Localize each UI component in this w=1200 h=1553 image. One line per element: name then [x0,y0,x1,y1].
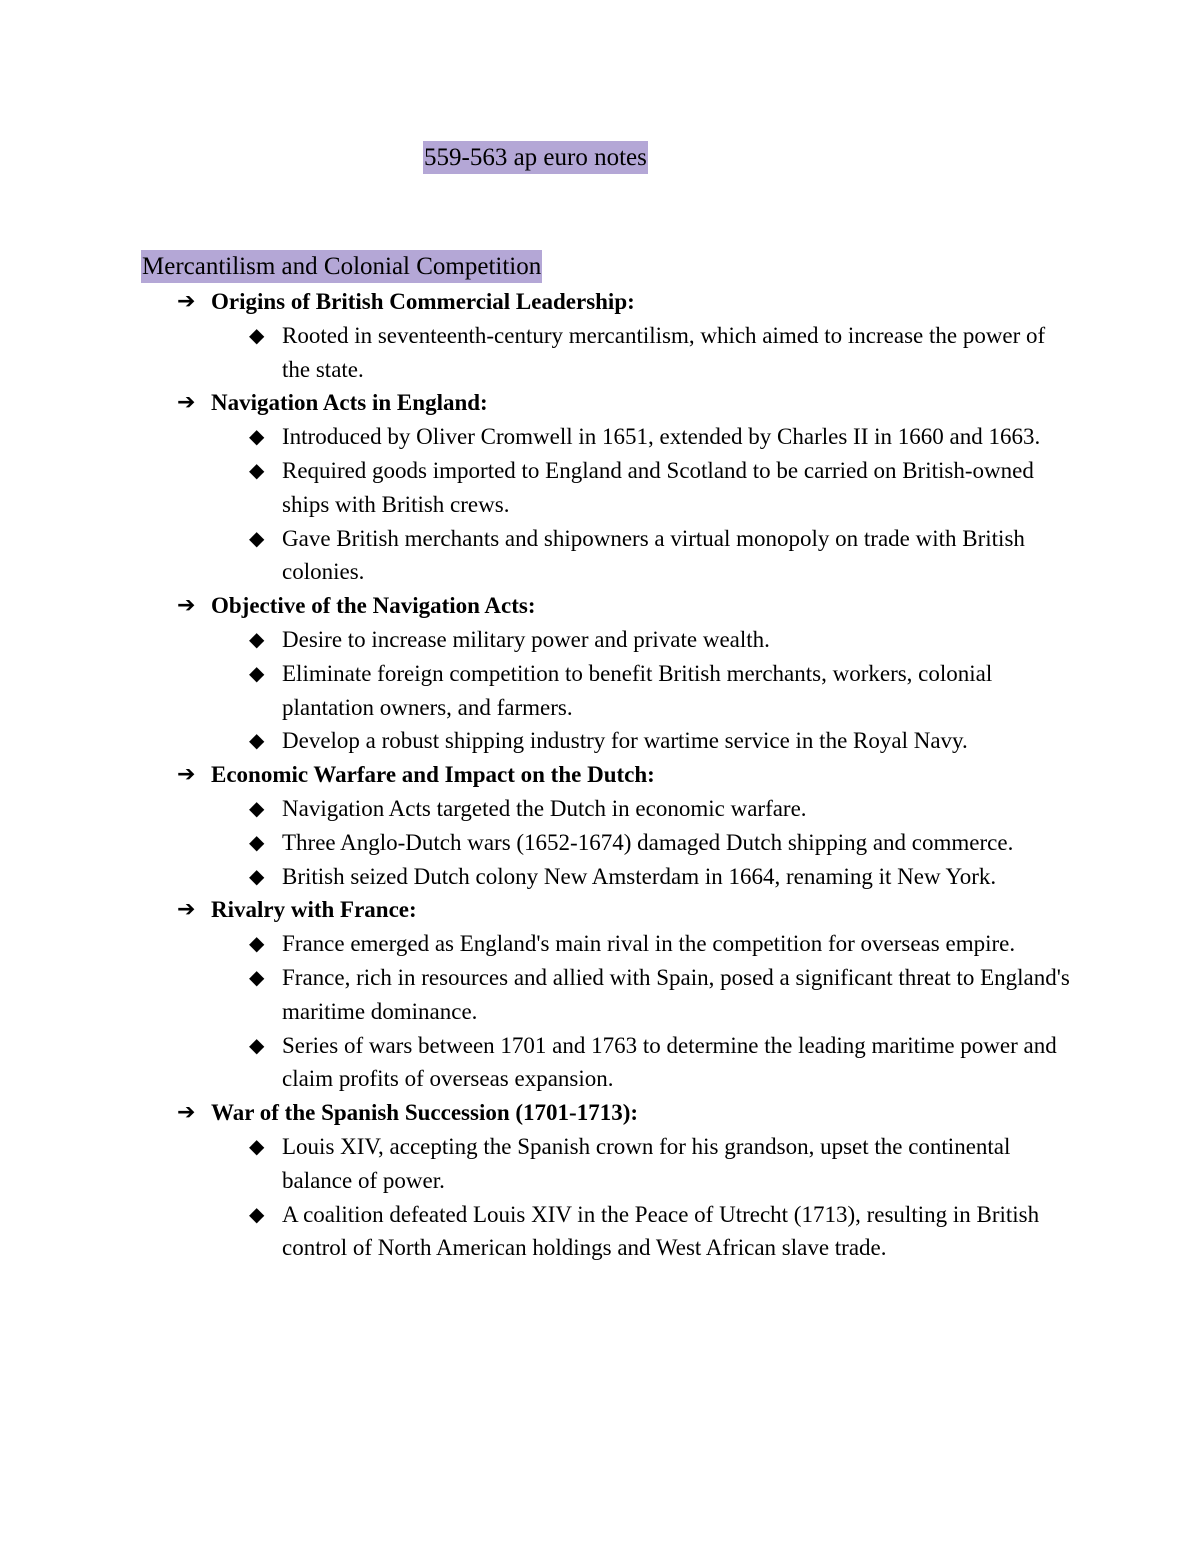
topic-heading: Rivalry with France: [211,897,417,923]
topic-item [0,758,1200,893]
bullet-point-text: Louis XIV, accepting the Spanish crown for his grandson, upset the continental balance of power. [282,1133,1011,1193]
section-heading: Mercantilism and Colonial Competition [141,250,542,283]
bullet-list [0,792,1200,893]
diamond-bullet-icon: ◆ [249,863,265,888]
diamond-bullet-icon: ◆ [249,626,265,651]
diamond-bullet-icon: ◆ [249,322,265,347]
bullet-point [0,657,1072,725]
bullet-list [0,623,1200,758]
bullet-point [0,1130,1072,1198]
bullet-point-text: Gave British merchants and shipowners a virtual monopoly on trade with British colonies. [282,525,1025,585]
bullet-point [0,1198,1072,1266]
topic-item [0,893,1200,1096]
diamond-bullet-icon: ◆ [249,1133,265,1158]
bullet-point-text: Develop a robust shipping industry for wartime service in the Royal Navy. [282,728,968,754]
bullet-point [0,420,1072,454]
diamond-bullet-icon: ◆ [249,795,265,820]
bullet-list [0,319,1200,387]
bullet-list [0,1130,1200,1265]
notes-outline [0,285,1200,1265]
arrow-right-icon: ➔ [177,390,196,416]
bullet-point-text: Navigation Acts targeted the Dutch in economic warfare. [282,795,807,821]
arrow-right-icon: ➔ [177,897,196,923]
bullet-point [0,961,1072,1029]
topic-item [0,386,1200,589]
bullet-point-text: France, rich in resources and allied with Spain, posed a significant threat to England's maritime dominance. [282,964,1070,1024]
diamond-bullet-icon: ◆ [249,964,265,989]
diamond-bullet-icon: ◆ [249,931,265,956]
arrow-right-icon: ➔ [177,1100,196,1126]
bullet-list [0,420,1200,589]
bullet-point [0,623,1072,657]
bullet-point [0,454,1072,522]
topic-heading-row [0,1096,1200,1130]
bullet-point-text: Introduced by Oliver Cromwell in 1651, extended by Charles II in 1660 and 1663. [282,424,1041,450]
bullet-point [0,1029,1072,1097]
diamond-bullet-icon: ◆ [249,829,265,854]
bullet-point-text: Three Anglo-Dutch wars (1652-1674) damaged Dutch shipping and commerce. [282,829,1014,855]
topic-item [0,1096,1200,1265]
diamond-bullet-icon: ◆ [249,424,265,449]
topic-heading-row [0,589,1200,623]
bullet-point [0,319,1072,387]
topic-heading: Economic Warfare and Impact on the Dutch: [211,762,655,788]
bullet-point-text: Required goods imported to England and Scotland to be carried on British-owned ships with British crews. [282,457,1034,517]
diamond-bullet-icon: ◆ [249,525,265,550]
bullet-point-text: Rooted in seventeenth-century mercantilism, which aimed to increase the power of the state. [282,322,1046,382]
arrow-right-icon: ➔ [177,593,196,619]
bullet-point [0,522,1072,590]
arrow-right-icon: ➔ [177,289,196,314]
topic-heading-row [0,893,1200,927]
bullet-point [0,826,1072,860]
bullet-point-text: Desire to increase military power and private wealth. [282,626,770,652]
bullet-list [0,927,1200,1096]
bullet-point-text: A coalition defeated Louis XIV in the Peace of Utrecht (1713), resulting in British control of North American holdings and West African slave trade. [282,1201,1040,1261]
bullet-point-text: France emerged as England's main rival in the competition for overseas empire. [282,931,1016,957]
bullet-point [0,792,1072,826]
diamond-bullet-icon: ◆ [249,457,265,482]
topic-heading: Origins of British Commercial Leadership: [211,289,635,314]
bullet-point [0,927,1072,961]
topic-heading: War of the Spanish Succession (1701-1713): [211,1100,639,1126]
document-title: 559-563 ap euro notes [423,141,648,174]
bullet-point [0,724,1072,758]
topic-item [0,589,1200,758]
topic-heading-row [0,758,1200,792]
topic-heading-row [0,386,1200,420]
diamond-bullet-icon: ◆ [249,1201,265,1226]
topic-heading: Objective of the Navigation Acts: [211,593,536,619]
topic-heading: Navigation Acts in England: [211,390,488,416]
bullet-point-text: Series of wars between 1701 and 1763 to determine the leading maritime power and claim profits of overseas expansion. [282,1032,1057,1092]
diamond-bullet-icon: ◆ [249,728,265,753]
diamond-bullet-icon: ◆ [249,1032,265,1057]
bullet-point [0,860,1072,894]
diamond-bullet-icon: ◆ [249,660,265,685]
topic-item [0,285,1200,386]
arrow-right-icon: ➔ [177,762,196,788]
bullet-point-text: Eliminate foreign competition to benefit British merchants, workers, colonial plantation owners, and farmers. [282,660,993,720]
topic-heading-row [0,285,1200,319]
bullet-point-text: British seized Dutch colony New Amsterdam in 1664, renaming it New York. [282,863,997,889]
